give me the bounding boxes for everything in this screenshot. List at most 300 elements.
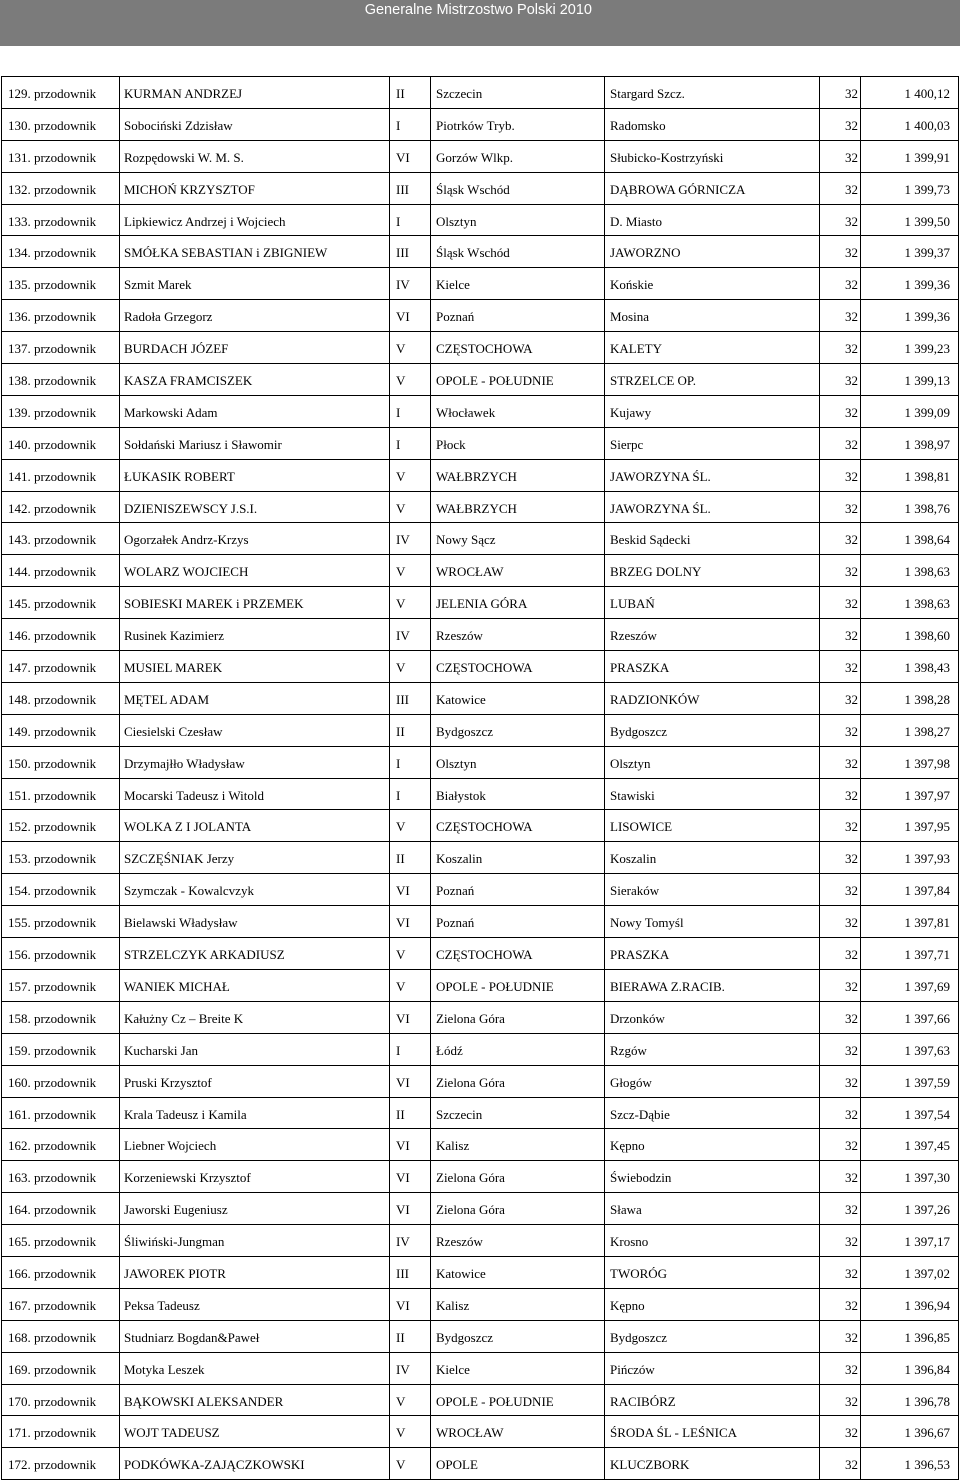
count-cell: 32 bbox=[820, 332, 861, 363]
branch-cell: ŚRODA ŚL - LEŚNICA bbox=[605, 1416, 820, 1447]
section-cell: V bbox=[390, 332, 431, 363]
branch-cell: LISOWICE bbox=[605, 810, 820, 841]
section-cell: V bbox=[390, 651, 431, 682]
district-cell: CZĘSTOCHOWA bbox=[431, 938, 605, 969]
rank-cell: 161. przodownik bbox=[2, 1098, 120, 1129]
name-cell: WOLKA Z I JOLANTA bbox=[120, 810, 390, 841]
district-cell: OPOLE bbox=[431, 1448, 605, 1479]
branch-cell: KLUCZBORK bbox=[605, 1448, 820, 1479]
count-cell: 32 bbox=[820, 1225, 861, 1256]
name-cell: Rozpędowski W. M. S. bbox=[120, 141, 390, 172]
table-row bbox=[2, 810, 959, 842]
table-row bbox=[2, 1385, 959, 1417]
count-cell: 32 bbox=[820, 842, 861, 873]
rank-cell: 149. przodownik bbox=[2, 715, 120, 746]
district-cell: WROCŁAW bbox=[431, 555, 605, 586]
branch-cell: BRZEG DOLNY bbox=[605, 555, 820, 586]
branch-cell: RADZIONKÓW bbox=[605, 683, 820, 714]
branch-cell: Mosina bbox=[605, 300, 820, 331]
table-row bbox=[2, 268, 959, 300]
count-cell: 32 bbox=[820, 268, 861, 299]
name-cell: Korzeniewski Krzysztof bbox=[120, 1161, 390, 1192]
section-cell: VI bbox=[390, 1289, 431, 1320]
points-cell: 1 399,50 bbox=[861, 205, 959, 236]
district-cell: Zielona Góra bbox=[431, 1193, 605, 1224]
section-cell: V bbox=[390, 810, 431, 841]
name-cell: Rusinek Kazimierz bbox=[120, 619, 390, 650]
count-cell: 32 bbox=[820, 236, 861, 267]
count-cell: 32 bbox=[820, 396, 861, 427]
points-cell: 1 398,28 bbox=[861, 683, 959, 714]
name-cell: Studniarz Bogdan&Paweł bbox=[120, 1321, 390, 1352]
table-row bbox=[2, 300, 959, 332]
table-row bbox=[2, 651, 959, 683]
count-cell: 32 bbox=[820, 1129, 861, 1160]
points-cell: 1 397,45 bbox=[861, 1129, 959, 1160]
points-cell: 1 399,09 bbox=[861, 396, 959, 427]
table-row bbox=[2, 523, 959, 555]
section-cell: I bbox=[390, 109, 431, 140]
table-row bbox=[2, 874, 959, 906]
rank-cell: 150. przodownik bbox=[2, 747, 120, 778]
count-cell: 32 bbox=[820, 141, 861, 172]
name-cell: Krala Tadeusz i Kamila bbox=[120, 1098, 390, 1129]
branch-cell: Końskie bbox=[605, 268, 820, 299]
rank-cell: 143. przodownik bbox=[2, 523, 120, 554]
count-cell: 32 bbox=[820, 205, 861, 236]
points-cell: 1 396,53 bbox=[861, 1448, 959, 1479]
name-cell: KASZA FRAMCISZEK bbox=[120, 364, 390, 395]
table-row bbox=[2, 396, 959, 428]
branch-cell: LUBAŃ bbox=[605, 587, 820, 618]
page-header bbox=[0, 0, 960, 46]
branch-cell: Rzeszów bbox=[605, 619, 820, 650]
branch-cell: Szcz-Dąbie bbox=[605, 1098, 820, 1129]
section-cell: V bbox=[390, 492, 431, 523]
section-cell: VI bbox=[390, 300, 431, 331]
section-cell: V bbox=[390, 1448, 431, 1479]
table-row bbox=[2, 1353, 959, 1385]
district-cell: Poznań bbox=[431, 874, 605, 905]
section-cell: VI bbox=[390, 1002, 431, 1033]
branch-cell: Beskid Sądecki bbox=[605, 523, 820, 554]
section-cell: II bbox=[390, 77, 431, 108]
name-cell: MICHOŃ KRZYSZTOF bbox=[120, 173, 390, 204]
district-cell: Szczecin bbox=[431, 1098, 605, 1129]
district-cell: Katowice bbox=[431, 1257, 605, 1288]
table-row bbox=[2, 555, 959, 587]
points-cell: 1 397,54 bbox=[861, 1098, 959, 1129]
points-cell: 1 398,97 bbox=[861, 428, 959, 459]
points-cell: 1 399,37 bbox=[861, 236, 959, 267]
rank-cell: 172. przodownik bbox=[2, 1448, 120, 1479]
count-cell: 32 bbox=[820, 1321, 861, 1352]
section-cell: V bbox=[390, 970, 431, 1001]
points-cell: 1 397,98 bbox=[861, 747, 959, 778]
count-cell: 32 bbox=[820, 300, 861, 331]
branch-cell: Sieraków bbox=[605, 874, 820, 905]
rank-cell: 158. przodownik bbox=[2, 1002, 120, 1033]
table-row bbox=[2, 205, 959, 237]
section-cell: I bbox=[390, 1034, 431, 1065]
count-cell: 32 bbox=[820, 874, 861, 905]
points-cell: 1 397,71 bbox=[861, 938, 959, 969]
rank-cell: 162. przodownik bbox=[2, 1129, 120, 1160]
points-cell: 1 397,95 bbox=[861, 810, 959, 841]
district-cell: Piotrków Tryb. bbox=[431, 109, 605, 140]
name-cell: Radoła Grzegorz bbox=[120, 300, 390, 331]
district-cell: WROCŁAW bbox=[431, 1416, 605, 1447]
section-cell: V bbox=[390, 587, 431, 618]
section-cell: VI bbox=[390, 1161, 431, 1192]
section-cell: V bbox=[390, 460, 431, 491]
section-cell: V bbox=[390, 1385, 431, 1416]
points-cell: 1 397,02 bbox=[861, 1257, 959, 1288]
section-cell: III bbox=[390, 173, 431, 204]
district-cell: WAŁBRZYCH bbox=[431, 460, 605, 491]
table-row bbox=[2, 428, 959, 460]
points-cell: 1 397,59 bbox=[861, 1066, 959, 1097]
name-cell: MĘTEL ADAM bbox=[120, 683, 390, 714]
rank-cell: 159. przodownik bbox=[2, 1034, 120, 1065]
count-cell: 32 bbox=[820, 1034, 861, 1065]
count-cell: 32 bbox=[820, 1353, 861, 1384]
count-cell: 32 bbox=[820, 1448, 861, 1479]
section-cell: II bbox=[390, 1098, 431, 1129]
table-row bbox=[2, 1416, 959, 1448]
name-cell: Drzymajłło Władysław bbox=[120, 747, 390, 778]
points-cell: 1 396,85 bbox=[861, 1321, 959, 1352]
rank-cell: 136. przodownik bbox=[2, 300, 120, 331]
section-cell: II bbox=[390, 1321, 431, 1352]
points-cell: 1 397,17 bbox=[861, 1225, 959, 1256]
table-row bbox=[2, 332, 959, 364]
section-cell: IV bbox=[390, 1225, 431, 1256]
name-cell: Lipkiewicz Andrzej i Wojciech bbox=[120, 205, 390, 236]
branch-cell: STRZELCE OP. bbox=[605, 364, 820, 395]
points-cell: 1 398,43 bbox=[861, 651, 959, 682]
table-row bbox=[2, 970, 959, 1002]
branch-cell: JAWORZYNA ŚL. bbox=[605, 492, 820, 523]
district-cell: Olsztyn bbox=[431, 205, 605, 236]
branch-cell: JAWORZYNA ŚL. bbox=[605, 460, 820, 491]
points-cell: 1 398,63 bbox=[861, 555, 959, 586]
rank-cell: 165. przodownik bbox=[2, 1225, 120, 1256]
section-cell: III bbox=[390, 1257, 431, 1288]
section-cell: II bbox=[390, 715, 431, 746]
count-cell: 32 bbox=[820, 1066, 861, 1097]
name-cell: WOLARZ WOJCIECH bbox=[120, 555, 390, 586]
section-cell: I bbox=[390, 779, 431, 810]
count-cell: 32 bbox=[820, 619, 861, 650]
table-row bbox=[2, 1289, 959, 1321]
table-row bbox=[2, 619, 959, 651]
rank-cell: 151. przodownik bbox=[2, 779, 120, 810]
branch-cell: Bydgoszcz bbox=[605, 715, 820, 746]
count-cell: 32 bbox=[820, 1257, 861, 1288]
name-cell: Liebner Wojciech bbox=[120, 1129, 390, 1160]
name-cell: Ciesielski Czesław bbox=[120, 715, 390, 746]
branch-cell: PRASZKA bbox=[605, 651, 820, 682]
branch-cell: DĄBROWA GÓRNICZA bbox=[605, 173, 820, 204]
rank-cell: 153. przodownik bbox=[2, 842, 120, 873]
district-cell: OPOLE - POŁUDNIE bbox=[431, 970, 605, 1001]
district-cell: Śląsk Wschód bbox=[431, 236, 605, 267]
section-cell: V bbox=[390, 1416, 431, 1447]
points-cell: 1 397,93 bbox=[861, 842, 959, 873]
district-cell: Zielona Góra bbox=[431, 1161, 605, 1192]
count-cell: 32 bbox=[820, 173, 861, 204]
table-row bbox=[2, 906, 959, 938]
branch-cell: Bydgoszcz bbox=[605, 1321, 820, 1352]
name-cell: BURDACH JÓZEF bbox=[120, 332, 390, 363]
points-cell: 1 399,91 bbox=[861, 141, 959, 172]
page-title: Generalne Mistrzostwo Polski 2010 bbox=[364, 2, 592, 18]
points-cell: 1 400,03 bbox=[861, 109, 959, 140]
branch-cell: Nowy Tomyśl bbox=[605, 906, 820, 937]
points-cell: 1 400,12 bbox=[861, 77, 959, 108]
section-cell: IV bbox=[390, 619, 431, 650]
name-cell: Kałużny Cz – Breite K bbox=[120, 1002, 390, 1033]
rank-cell: 152. przodownik bbox=[2, 810, 120, 841]
name-cell: Sobociński Zdzisław bbox=[120, 109, 390, 140]
branch-cell: TWORÓG bbox=[605, 1257, 820, 1288]
rank-cell: 167. przodownik bbox=[2, 1289, 120, 1320]
name-cell: BĄKOWSKI ALEKSANDER bbox=[120, 1385, 390, 1416]
branch-cell: Pińczów bbox=[605, 1353, 820, 1384]
rank-cell: 141. przodownik bbox=[2, 460, 120, 491]
rank-cell: 142. przodownik bbox=[2, 492, 120, 523]
branch-cell: Stawiski bbox=[605, 779, 820, 810]
district-cell: Kielce bbox=[431, 1353, 605, 1384]
rank-cell: 131. przodownik bbox=[2, 141, 120, 172]
points-cell: 1 399,13 bbox=[861, 364, 959, 395]
branch-cell: D. Miasto bbox=[605, 205, 820, 236]
district-cell: Katowice bbox=[431, 683, 605, 714]
branch-cell: Olsztyn bbox=[605, 747, 820, 778]
table-row bbox=[2, 492, 959, 524]
section-cell: VI bbox=[390, 1066, 431, 1097]
name-cell: Ogorzałek Andrz-Krzys bbox=[120, 523, 390, 554]
table-row bbox=[2, 1225, 959, 1257]
points-cell: 1 396,67 bbox=[861, 1416, 959, 1447]
table-row bbox=[2, 77, 959, 109]
branch-cell: Koszalin bbox=[605, 842, 820, 873]
rank-cell: 139. przodownik bbox=[2, 396, 120, 427]
section-cell: I bbox=[390, 205, 431, 236]
rank-cell: 129. przodownik bbox=[2, 77, 120, 108]
name-cell: Szymczak - Kowalcvzyk bbox=[120, 874, 390, 905]
table-row bbox=[2, 236, 959, 268]
count-cell: 32 bbox=[820, 683, 861, 714]
rank-cell: 164. przodownik bbox=[2, 1193, 120, 1224]
results-table bbox=[1, 76, 959, 1480]
rank-cell: 166. przodownik bbox=[2, 1257, 120, 1288]
count-cell: 32 bbox=[820, 1098, 861, 1129]
table-row bbox=[2, 1257, 959, 1289]
section-cell: IV bbox=[390, 1353, 431, 1384]
table-row bbox=[2, 1066, 959, 1098]
points-cell: 1 397,66 bbox=[861, 1002, 959, 1033]
points-cell: 1 398,60 bbox=[861, 619, 959, 650]
rank-cell: 145. przodownik bbox=[2, 587, 120, 618]
points-cell: 1 397,30 bbox=[861, 1161, 959, 1192]
name-cell: Śliwiński-Jungman bbox=[120, 1225, 390, 1256]
branch-cell: Głogów bbox=[605, 1066, 820, 1097]
count-cell: 32 bbox=[820, 651, 861, 682]
rank-cell: 130. przodownik bbox=[2, 109, 120, 140]
district-cell: OPOLE - POŁUDNIE bbox=[431, 1385, 605, 1416]
branch-cell: Drzonków bbox=[605, 1002, 820, 1033]
district-cell: Włocławek bbox=[431, 396, 605, 427]
district-cell: Białystok bbox=[431, 779, 605, 810]
rank-cell: 140. przodownik bbox=[2, 428, 120, 459]
district-cell: Poznań bbox=[431, 300, 605, 331]
name-cell: ŁUKASIK ROBERT bbox=[120, 460, 390, 491]
name-cell: SZCZĘŚNIAK Jerzy bbox=[120, 842, 390, 873]
district-cell: Bydgoszcz bbox=[431, 715, 605, 746]
count-cell: 32 bbox=[820, 523, 861, 554]
points-cell: 1 398,76 bbox=[861, 492, 959, 523]
district-cell: Kalisz bbox=[431, 1129, 605, 1160]
branch-cell: KALETY bbox=[605, 332, 820, 363]
name-cell: Markowski Adam bbox=[120, 396, 390, 427]
count-cell: 32 bbox=[820, 970, 861, 1001]
district-cell: Kielce bbox=[431, 268, 605, 299]
table-row bbox=[2, 1034, 959, 1066]
table-row bbox=[2, 141, 959, 173]
district-cell: Nowy Sącz bbox=[431, 523, 605, 554]
count-cell: 32 bbox=[820, 1002, 861, 1033]
points-cell: 1 399,73 bbox=[861, 173, 959, 204]
count-cell: 32 bbox=[820, 715, 861, 746]
table-row bbox=[2, 779, 959, 811]
table-row bbox=[2, 364, 959, 396]
table-row bbox=[2, 683, 959, 715]
section-cell: IV bbox=[390, 523, 431, 554]
rank-cell: 147. przodownik bbox=[2, 651, 120, 682]
points-cell: 1 399,36 bbox=[861, 268, 959, 299]
name-cell: Mocarski Tadeusz i Witold bbox=[120, 779, 390, 810]
district-cell: Poznań bbox=[431, 906, 605, 937]
name-cell: SMÓŁKA SEBASTIAN i ZBIGNIEW bbox=[120, 236, 390, 267]
rank-cell: 148. przodownik bbox=[2, 683, 120, 714]
points-cell: 1 397,26 bbox=[861, 1193, 959, 1224]
section-cell: VI bbox=[390, 1129, 431, 1160]
count-cell: 32 bbox=[820, 779, 861, 810]
count-cell: 32 bbox=[820, 460, 861, 491]
district-cell: CZĘSTOCHOWA bbox=[431, 332, 605, 363]
branch-cell: BIERAWA Z.RACIB. bbox=[605, 970, 820, 1001]
section-cell: III bbox=[390, 683, 431, 714]
district-cell: OPOLE - POŁUDNIE bbox=[431, 364, 605, 395]
table-row bbox=[2, 715, 959, 747]
name-cell: DZIENISZEWSCY J.S.I. bbox=[120, 492, 390, 523]
count-cell: 32 bbox=[820, 1289, 861, 1320]
district-cell: WAŁBRZYCH bbox=[431, 492, 605, 523]
count-cell: 32 bbox=[820, 810, 861, 841]
rank-cell: 160. przodownik bbox=[2, 1066, 120, 1097]
name-cell: Szmit Marek bbox=[120, 268, 390, 299]
rank-cell: 170. przodownik bbox=[2, 1385, 120, 1416]
section-cell: II bbox=[390, 842, 431, 873]
section-cell: I bbox=[390, 428, 431, 459]
points-cell: 1 397,69 bbox=[861, 970, 959, 1001]
count-cell: 32 bbox=[820, 747, 861, 778]
count-cell: 32 bbox=[820, 555, 861, 586]
table-row bbox=[2, 842, 959, 874]
table-row bbox=[2, 1129, 959, 1161]
section-cell: V bbox=[390, 364, 431, 395]
table-row bbox=[2, 1161, 959, 1193]
name-cell: Bielawski Władysław bbox=[120, 906, 390, 937]
section-cell: IV bbox=[390, 268, 431, 299]
name-cell: STRZELCZYK ARKADIUSZ bbox=[120, 938, 390, 969]
table-row bbox=[2, 1193, 959, 1225]
district-cell: Łódź bbox=[431, 1034, 605, 1065]
rank-cell: 169. przodownik bbox=[2, 1353, 120, 1384]
table-row bbox=[2, 1321, 959, 1353]
section-cell: VI bbox=[390, 906, 431, 937]
name-cell: JAWOREK PIOTR bbox=[120, 1257, 390, 1288]
count-cell: 32 bbox=[820, 364, 861, 395]
district-cell: Olsztyn bbox=[431, 747, 605, 778]
table-row bbox=[2, 109, 959, 141]
branch-cell: Rzgów bbox=[605, 1034, 820, 1065]
points-cell: 1 399,23 bbox=[861, 332, 959, 363]
branch-cell: Stargard Szcz. bbox=[605, 77, 820, 108]
branch-cell: Krosno bbox=[605, 1225, 820, 1256]
rank-cell: 155. przodownik bbox=[2, 906, 120, 937]
points-cell: 1 397,84 bbox=[861, 874, 959, 905]
branch-cell: Radomsko bbox=[605, 109, 820, 140]
branch-cell: JAWORZNO bbox=[605, 236, 820, 267]
branch-cell: Kujawy bbox=[605, 396, 820, 427]
district-cell: Śląsk Wschód bbox=[431, 173, 605, 204]
table-row bbox=[2, 1448, 959, 1480]
rank-cell: 132. przodownik bbox=[2, 173, 120, 204]
rank-cell: 135. przodownik bbox=[2, 268, 120, 299]
points-cell: 1 396,78 bbox=[861, 1385, 959, 1416]
table-row bbox=[2, 747, 959, 779]
branch-cell: Kępno bbox=[605, 1129, 820, 1160]
district-cell: Zielona Góra bbox=[431, 1066, 605, 1097]
table-row bbox=[2, 173, 959, 205]
rank-cell: 157. przodownik bbox=[2, 970, 120, 1001]
district-cell: Gorzów Wlkp. bbox=[431, 141, 605, 172]
count-cell: 32 bbox=[820, 1416, 861, 1447]
points-cell: 1 398,27 bbox=[861, 715, 959, 746]
name-cell: SOBIESKI MAREK i PRZEMEK bbox=[120, 587, 390, 618]
points-cell: 1 397,81 bbox=[861, 906, 959, 937]
district-cell: Płock bbox=[431, 428, 605, 459]
points-cell: 1 398,81 bbox=[861, 460, 959, 491]
name-cell: WOJT TADEUSZ bbox=[120, 1416, 390, 1447]
district-cell: CZĘSTOCHOWA bbox=[431, 810, 605, 841]
rank-cell: 133. przodownik bbox=[2, 205, 120, 236]
count-cell: 32 bbox=[820, 109, 861, 140]
branch-cell: Słubicko-Kostrzyński bbox=[605, 141, 820, 172]
district-cell: CZĘSTOCHOWA bbox=[431, 651, 605, 682]
branch-cell: RACIBÓRZ bbox=[605, 1385, 820, 1416]
rank-cell: 134. przodownik bbox=[2, 236, 120, 267]
section-cell: VI bbox=[390, 874, 431, 905]
name-cell: Motyka Leszek bbox=[120, 1353, 390, 1384]
district-cell: Zielona Góra bbox=[431, 1002, 605, 1033]
count-cell: 32 bbox=[820, 492, 861, 523]
district-cell: Bydgoszcz bbox=[431, 1321, 605, 1352]
table-row bbox=[2, 587, 959, 619]
